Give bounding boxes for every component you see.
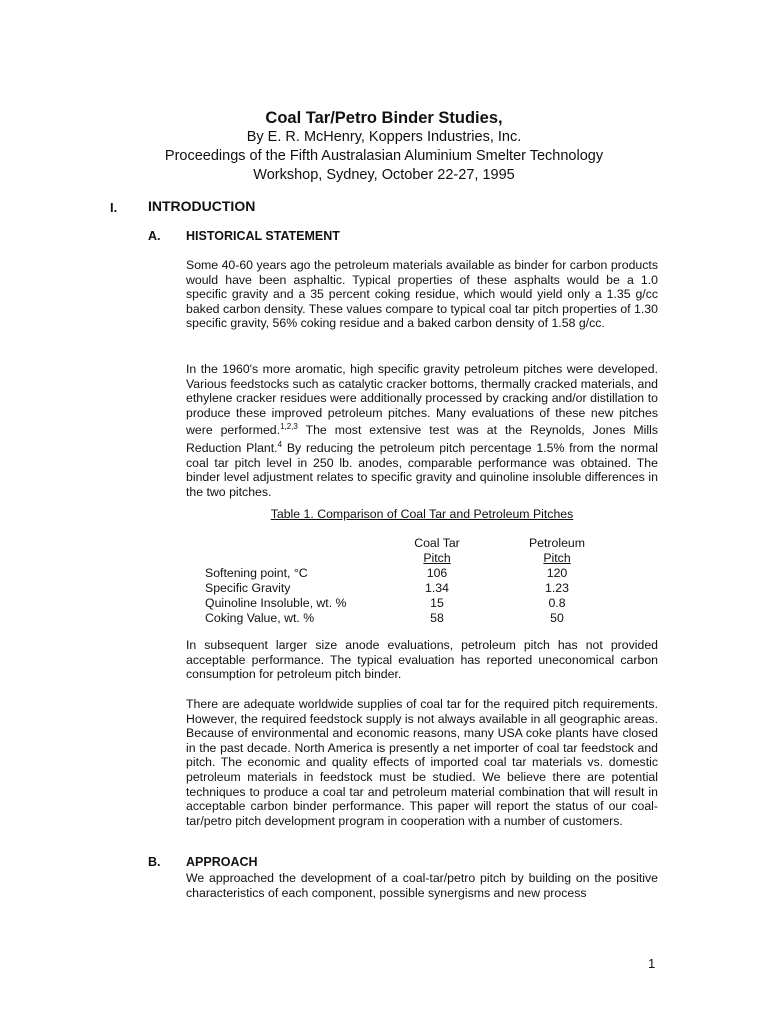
petroleum-value: 0.8 <box>548 596 566 610</box>
table-header-row-2 <box>205 551 625 566</box>
paragraph-2-part-3: By reducing the petroleum pitch percentage 1.5% from the normal coal tar pitch level in 250 lb. anodes, comparable performance was obtained. The binder level adjustment relates to specific gravity and quinoline insoluble differences in the two pitches. <box>186 441 658 499</box>
section-title: INTRODUCTION <box>148 198 256 214</box>
author-line: By E. R. McHenry, Koppers Industries, Inc. <box>246 129 522 145</box>
subsection-a-title: HISTORICAL STATEMENT <box>186 229 340 243</box>
row-label: Coking Value, wt. % <box>205 611 315 625</box>
table-row <box>205 596 625 611</box>
subsection-b-title: APPROACH <box>186 855 258 869</box>
petroleum-value: 50 <box>550 611 564 625</box>
col-header-coal-tar-pitch: Pitch <box>423 551 451 565</box>
paragraph-historical-1: Some 40-60 years ago the petroleum materials available as binder for carbon products would have been asphaltic. Typical properties of these asphalts would be a 1.0 specific gravity and a 35 percent coking residue, which would yield only a 1.35 g/cc baked carbon density. These values compare to typical coal tar pitch properties of 1.30 specific gravity, 56% coking residue and a baked carbon density of 1.58 g/cc. <box>186 258 658 331</box>
coal-tar-value: 106 <box>426 566 448 580</box>
subsection-b-number: B. <box>148 855 161 869</box>
comparison-table <box>205 536 625 626</box>
row-label: Quinoline Insoluble, wt. % <box>205 596 347 610</box>
col-header-coal-tar: Coal Tar <box>414 536 460 550</box>
table-row <box>205 611 625 626</box>
paragraph-worldwide-supplies: There are adequate worldwide supplies of coal tar for the required pitch requirements. However, the required feedstock supply is not always available in all geographic areas. Because of environmental and economic reasons, many USA coke plants have closed in the past decade. North America is presently a net importer of coal tar feedstock and pitch. The economic and quality effects of imported coal tar materials vs. domestic petroleum materials in feedstock must be studied. We believe there are potential techniques to produce a coal tar and petroleum material combination that will result in acceptable carbon binder performance. This paper will report the status of our coal-tar/petro pitch development program in cooperation with a number of customers. <box>186 697 658 828</box>
coal-tar-value: 1.34 <box>425 581 449 595</box>
table-row <box>205 566 625 581</box>
proceedings-line: Proceedings of the Fifth Australasian Aluminium Smelter Technology <box>164 148 604 164</box>
table-caption: Table 1. Comparison of Coal Tar and Petroleum Pitches <box>270 507 574 521</box>
title-block <box>0 108 768 185</box>
table-row <box>205 581 625 596</box>
paragraph-2-part-1: In the 1960's more aromatic, high specific gravity petroleum pitches were developed. Various feedstocks such as catalytic cracker bottoms, thermally cracked materials, and ethylene cracker residues were additionally processed by cracking and/or distillation to produce these improved petroleum pitches. Many evaluations of these new pitches were performed. <box>186 362 658 438</box>
citation-superscript-1: 1,2,3 <box>280 422 298 432</box>
page-number: 1 <box>648 956 656 971</box>
paragraph-2-part-2: The most extensive test was at the Reynolds, Jones Mills Reduction Plant. <box>186 423 658 456</box>
table-header-row-1 <box>205 536 625 551</box>
section-number: I. <box>110 200 118 215</box>
petroleum-value: 1.23 <box>545 581 569 595</box>
paragraph-subsequent-evaluations: In subsequent larger size anode evaluations, petroleum pitch has not provided acceptable performance. The typical evaluation has reported uneconomical carbon consumption for petroleum pitch binder. <box>186 638 658 682</box>
petroleum-value: 120 <box>546 566 568 580</box>
coal-tar-value: 58 <box>430 611 444 625</box>
col-header-petroleum-pitch: Pitch <box>543 551 571 565</box>
row-label: Softening point, °C <box>205 566 308 580</box>
workshop-line: Workshop, Sydney, October 22-27, 1995 <box>253 167 515 183</box>
paper-title: Coal Tar/Petro Binder Studies, <box>265 109 503 127</box>
paragraph-approach: We approached the development of a coal-tar/petro pitch by building on the positive characteristics of each component, possible synergisms and new process <box>186 871 658 900</box>
paragraph-historical-2 <box>186 362 658 500</box>
coal-tar-value: 15 <box>430 596 444 610</box>
row-label: Specific Gravity <box>205 581 291 595</box>
subsection-a-number: A. <box>148 229 161 243</box>
citation-superscript-2: 4 <box>277 440 283 450</box>
col-header-petroleum: Petroleum <box>528 536 586 550</box>
